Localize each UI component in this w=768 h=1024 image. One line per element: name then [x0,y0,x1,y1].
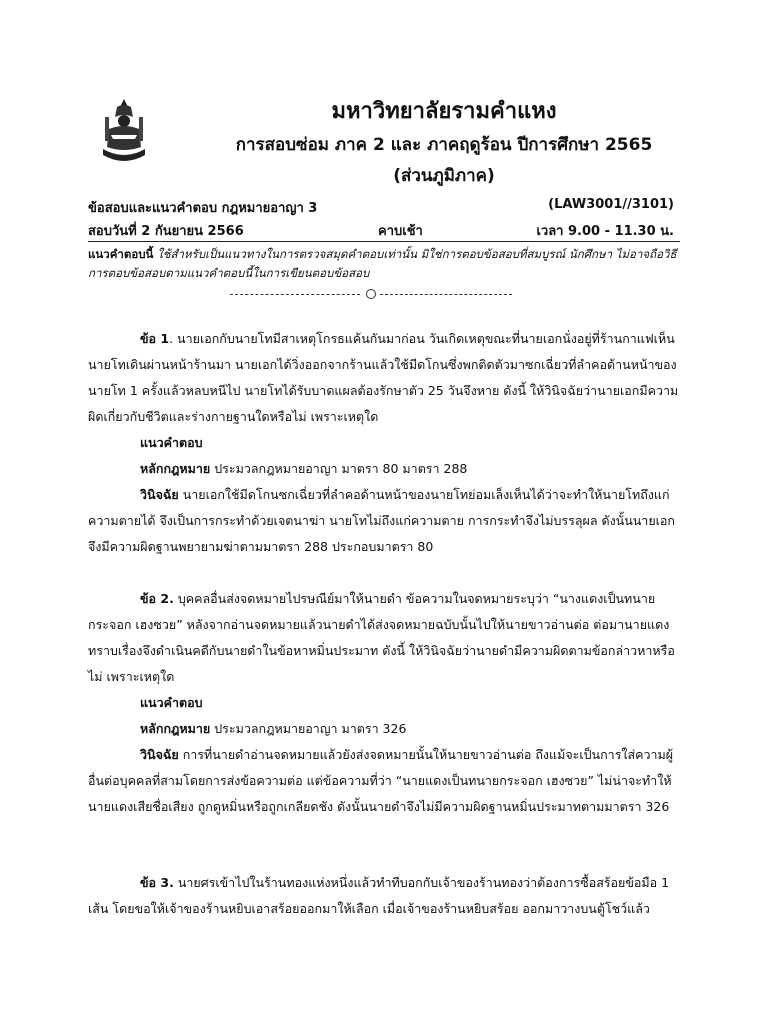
section-divider [230,289,512,299]
instruction-note [88,245,680,283]
meta-row-date [88,220,674,241]
question-text: ข้อ 2. บุคคลอื่นส่งจดหมายไปรษณีย์มาให้นายดำ ข้อความในจดหมายระบุว่า “นางแดงเป็นทนายกระจอก เฮงซวย” หลังจากอ่านจดหมายแล้วนายดำได้ส่งจดหมายฉบับนั้นไปให้นายขาวอ่านต่อ ต่อมานายแดงทราบเรื่องจึงดำเนินคดีกับนายดำในข้อหาหมิ่นประมาท ดังนี้ ให้วินิจฉัยว่านายดำมีความผิดตามข้อกล่าวหาหรือไม่ เพราะเหตุใด [88,591,675,684]
question-text: ข้อ 1. นายเอกกับนายโทมีสาเหตุโกรธแค้นกันมาก่อน วันเกิดเหตุขณะที่นายเอกนั่งอยู่ที่ร้านกาแฟเห็นนายโทเดินผ่านหน้าร้านมา นายเอกได้วิ่งออกจากร้านแล้วใช้มีดโกนซึ่งพกติดตัวมาซกเฉี่ยวที่ลำคอด้านหน้าของนายโท 1 ครั้งแล้วหลบหนีไป นายโทได้รับบาดแผลต้องรักษาตัว 25 วันจึงหาย ดังนี้ ให้วินิจฉัยว่านายเอกมีความผิดเกี่ยวกับชีวิตและร่างกายฐานใดหรือไม่ เพราะเหตุใด [88,331,679,424]
university-title: มหาวิทยาลัยรามคำแหง [331,99,557,124]
legal-principle: หลักกฎหมาย ประมวลกฎหมายอาญา มาตรา 80 มาตรา 288 [140,461,468,476]
answer-heading: แนวคำตอบ [140,435,203,450]
question-3 [88,870,680,922]
instruction-text: ใช้สำหรับเป็นแนวทางในการตรวจสมุดคำตอบเท่านั้น มิใช่การตอบข้อสอบที่สมบูรณ์ นักศึกษา ไม่อาจถือวิธีการตอบข้อสอบตามแนวคำตอบนี้ในการเขียนตอบข้อสอบ [88,247,677,280]
answer-heading: แนวคำตอบ [140,695,203,710]
legal-principle: หลักกฎหมาย ประมวลกฎหมายอาญา มาตรา 326 [140,721,407,736]
subject-name: ข้อสอบและแนวคำตอบ กฎหมายอาญา 3 [88,201,318,216]
ruling: วินิจฉัย การที่นายดำอ่านจดหมายแล้วยังส่งจดหมายนั้นให้นายขาวอ่านต่อ ถึงแม้จะเป็นการใส่ความผู้อื่นต่อบุคคลที่สามโดยการส่งข้อความต่อ แต่ข้อความที่ว่า “นายแดงเป็นทนายกระจอก เฮงซวย” ไม่น่าจะทำให้นายแดงเสียชื่อเสียง ถูกดูหมิ่นหรือถูกเกลียดชัง ดังนั้นนายดำจึงไม่มีความผิดฐานหมิ่นประมาทตามมาตรา 326 [88,747,674,814]
subject-code: (LAW3001//3101) [548,197,674,212]
header-rule [88,241,680,242]
question-label: ข้อ 2. [140,591,174,606]
question-label: ข้อ 3. [140,875,174,890]
ruling: วินิจฉัย นายเอกใช้มีดโกนซกเฉี่ยวที่ลำคอด้านหน้าของนายโทย่อมเล็งเห็นได้ว่าจะทำให้นายโทถึงแก่ความตายได้ จึงเป็นการกระทำด้วยเจตนาฆ่า นายโทไม่ถึงแก่ความตาย การกระทำจึงไม่บรรลุผล ดังนั้นนายเอกจึงมีความผิดฐานพยายามฆ่าตามมาตรา 288 ประกอบมาตรา 80 [88,487,675,554]
question-label: ข้อ 1 [140,331,170,346]
question-2 [88,586,680,820]
exam-title: การสอบซ่อม ภาค 2 และ ภาคฤดูร้อน ปีการศึกษา 2565 [235,135,653,155]
instruction-label: แนวคำตอบนี้ [88,247,154,261]
question-1 [88,326,680,560]
divider-ornament-icon [366,289,376,299]
exam-time: เวลา 9.00 - 11.30 น. [536,224,674,239]
exam-region: (ส่วนภูมิภาค) [393,166,495,186]
question-text: ข้อ 3. นายศรเข้าไปในร้านทองแห่งหนึ่งแล้วทำทีบอกกับเจ้าของร้านทองว่าต้องการซื้อสร้อยข้อมือ 1 เส้น โดยขอให้เจ้าของร้านหยิบเอาสร้อยออกมาให้เลือก เมื่อเจ้าของร้านหยิบสร้อย ออกมาวางบนตู้โชว์แล้ว [88,875,670,916]
exam-date: สอบวันที่ 2 กันยายน 2566 [88,224,244,239]
exam-period: คาบเช้า [378,224,423,239]
meta-row-subject [88,197,674,218]
